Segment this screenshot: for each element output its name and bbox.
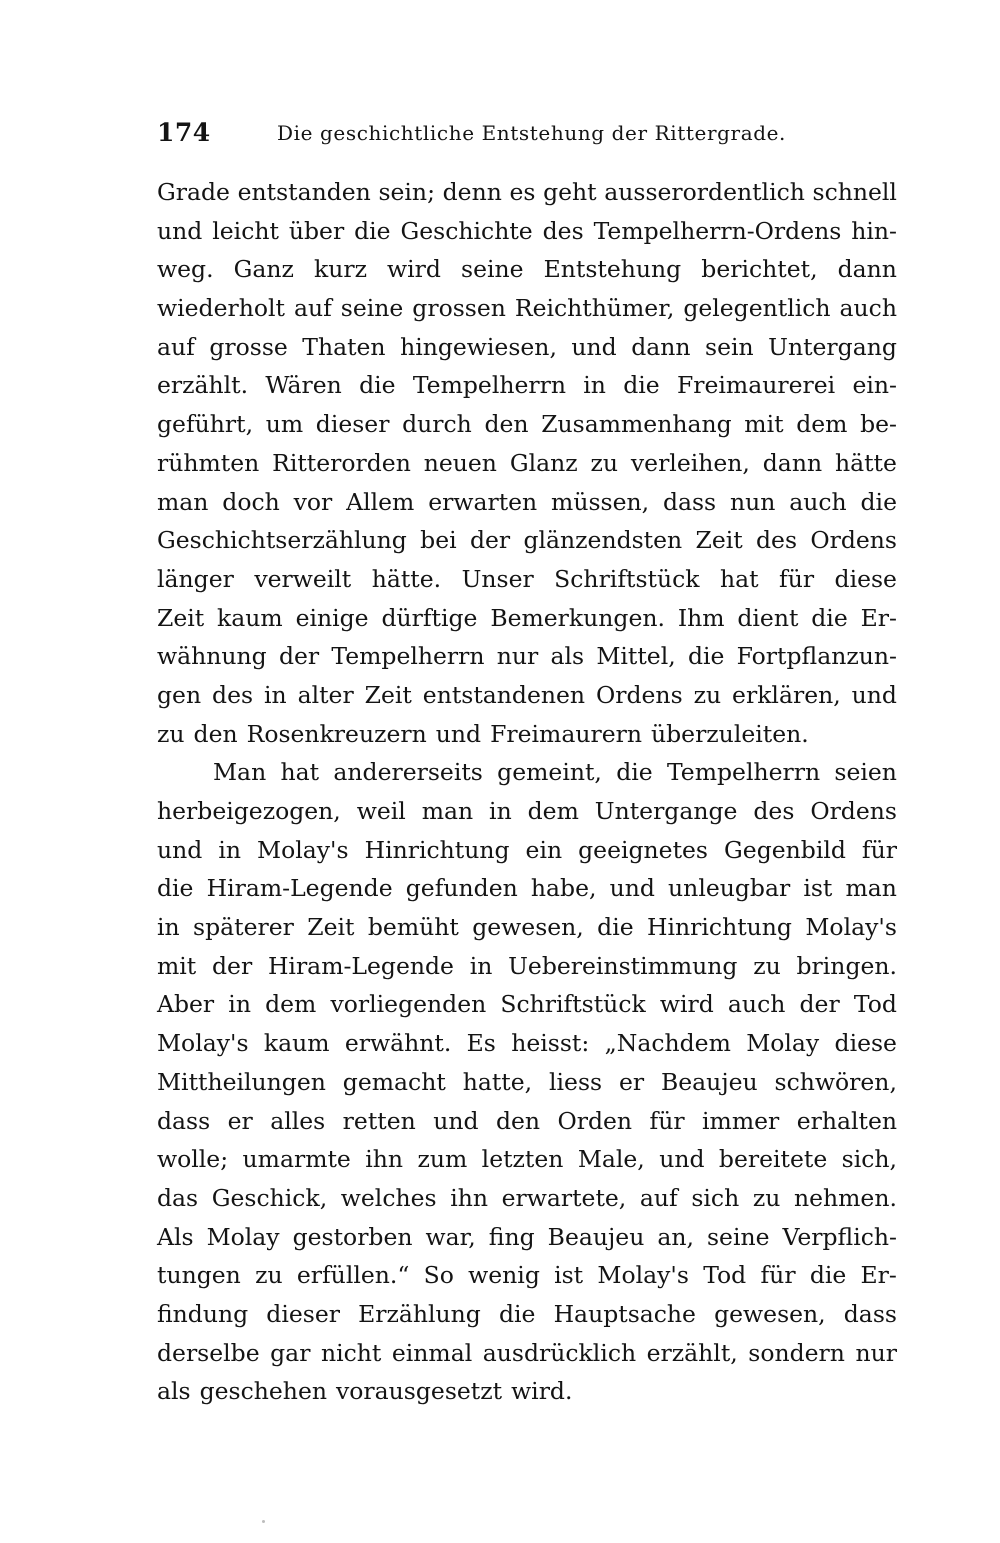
text-line bbox=[157, 173, 897, 212]
word: findung bbox=[157, 1299, 249, 1328]
word: Zeit bbox=[364, 680, 412, 709]
word: in bbox=[263, 680, 287, 709]
text-line bbox=[157, 212, 897, 251]
word: dem bbox=[265, 990, 317, 1019]
word: Freimaurern bbox=[490, 719, 642, 748]
word: des bbox=[756, 526, 798, 555]
word: umarmte bbox=[242, 1145, 351, 1174]
word: man bbox=[421, 797, 474, 825]
text-line bbox=[157, 831, 897, 870]
word: und bbox=[571, 332, 617, 361]
text-line bbox=[157, 599, 897, 638]
word: in bbox=[469, 951, 493, 980]
word: zu bbox=[157, 719, 185, 748]
word: nicht bbox=[320, 1338, 382, 1367]
word: über bbox=[288, 216, 345, 245]
word: erzählt, bbox=[646, 1338, 738, 1367]
word: erwähnt. bbox=[344, 1029, 452, 1058]
word: fing bbox=[488, 1222, 535, 1251]
word: dient bbox=[737, 603, 799, 632]
word: nun bbox=[729, 487, 776, 516]
word: zu bbox=[753, 951, 781, 980]
word: hätte bbox=[834, 448, 897, 477]
word: dann bbox=[762, 448, 823, 477]
word: es bbox=[509, 178, 536, 206]
word: unleugbar bbox=[668, 874, 791, 903]
word: gen bbox=[157, 680, 202, 709]
text-line bbox=[157, 1256, 897, 1295]
word: zu bbox=[590, 448, 619, 477]
word: hätte. bbox=[371, 564, 442, 593]
word: die bbox=[687, 642, 725, 671]
body-text bbox=[157, 173, 897, 1411]
text-line bbox=[157, 1218, 897, 1257]
text-line bbox=[157, 1140, 897, 1179]
word: wähnung bbox=[157, 642, 267, 671]
word: geht bbox=[543, 178, 597, 206]
word: den bbox=[193, 719, 238, 748]
text-line bbox=[157, 1372, 897, 1411]
word: Es bbox=[466, 1029, 496, 1058]
word: dass bbox=[157, 1106, 211, 1135]
word: erfüllen.“ bbox=[296, 1261, 410, 1290]
word: Hinrichtung bbox=[364, 835, 510, 864]
word: diese bbox=[834, 564, 897, 593]
word: dürftige bbox=[381, 603, 478, 632]
word: des bbox=[542, 216, 584, 245]
word: auf bbox=[639, 1183, 678, 1212]
word: vorausgesetzt bbox=[336, 1377, 503, 1406]
word: die bbox=[623, 371, 660, 400]
word: die bbox=[597, 913, 634, 942]
word: gefunden bbox=[405, 874, 518, 903]
word: bemüht bbox=[367, 913, 459, 942]
word: Hiram-Legende bbox=[206, 874, 393, 903]
word: in bbox=[157, 913, 180, 942]
word: retten bbox=[342, 1106, 416, 1135]
word: gemeint, bbox=[497, 758, 602, 787]
word: Zeit bbox=[695, 526, 743, 555]
word: dieser bbox=[315, 410, 390, 439]
word: Schriftstück bbox=[554, 564, 700, 593]
word: den bbox=[495, 1106, 541, 1135]
word: ausserordentlich bbox=[604, 178, 805, 206]
word: Verpflich- bbox=[782, 1222, 897, 1251]
word: einige bbox=[295, 603, 369, 632]
word: Reichthümer, bbox=[514, 294, 675, 323]
word: ein- bbox=[852, 371, 897, 400]
word: Mittheilungen bbox=[157, 1067, 326, 1096]
word: seine bbox=[706, 1222, 770, 1251]
word: glänzendsten bbox=[523, 526, 683, 555]
word: Geschichte bbox=[400, 216, 533, 245]
text-line bbox=[157, 1063, 897, 1102]
word: leicht bbox=[212, 216, 279, 245]
word: welches bbox=[340, 1183, 437, 1212]
word: Allem bbox=[346, 487, 415, 516]
text-line bbox=[157, 405, 897, 444]
word: gewesen, bbox=[714, 1299, 826, 1328]
word: dass bbox=[662, 487, 717, 516]
word: diese bbox=[834, 1029, 897, 1058]
word: Zeit bbox=[157, 603, 205, 632]
word: Ordens bbox=[595, 680, 683, 709]
word: und bbox=[433, 1106, 479, 1135]
word: gestorben bbox=[292, 1222, 413, 1251]
text-line bbox=[157, 753, 897, 792]
word: So bbox=[423, 1261, 454, 1290]
word: denn bbox=[442, 178, 502, 206]
word: die bbox=[354, 216, 391, 245]
word: wiederholt bbox=[157, 294, 285, 323]
word: sein bbox=[705, 332, 754, 361]
word: Hinrichtung bbox=[647, 913, 792, 942]
word: hat bbox=[719, 564, 759, 593]
word: gewesen, bbox=[472, 913, 584, 942]
word: in bbox=[228, 990, 251, 1019]
text-line bbox=[157, 1024, 897, 1063]
word: in bbox=[218, 835, 241, 864]
word: bringen. bbox=[796, 951, 897, 980]
word: Geschick, bbox=[211, 1183, 328, 1212]
word: wolle; bbox=[157, 1145, 229, 1174]
word: Ritterorden bbox=[272, 448, 411, 477]
word: mit bbox=[744, 410, 784, 439]
word: Er- bbox=[860, 603, 897, 632]
word: gar bbox=[270, 1338, 311, 1367]
word: ihn bbox=[450, 1183, 488, 1212]
word: Aber bbox=[157, 990, 215, 1019]
word: und bbox=[851, 680, 897, 709]
word: späterer bbox=[193, 913, 294, 942]
word: erhalten bbox=[796, 1106, 897, 1135]
word: gemacht bbox=[342, 1067, 446, 1096]
word: einmal bbox=[391, 1338, 473, 1367]
text-line bbox=[157, 483, 897, 522]
word: auch bbox=[727, 990, 786, 1019]
text-line bbox=[157, 715, 897, 754]
word: ist bbox=[554, 1261, 584, 1290]
word: Geschichtserzählung bbox=[157, 526, 407, 555]
text-line bbox=[157, 985, 897, 1024]
word: sich, bbox=[841, 1145, 897, 1174]
word: Molay's bbox=[597, 1261, 689, 1290]
word: zu bbox=[255, 1261, 283, 1290]
word: und bbox=[609, 874, 655, 903]
word: schnell bbox=[812, 178, 897, 206]
word: für bbox=[649, 1106, 685, 1135]
word: der bbox=[278, 642, 320, 671]
paper-speck bbox=[262, 1520, 265, 1523]
word: in bbox=[489, 797, 512, 825]
text-line bbox=[157, 1295, 897, 1334]
word: seine bbox=[340, 294, 404, 323]
word: Unser bbox=[461, 564, 534, 593]
word: erwarten bbox=[428, 487, 538, 516]
word: und bbox=[157, 216, 203, 245]
word: auch bbox=[789, 487, 847, 516]
word: nur bbox=[496, 642, 539, 671]
word: er bbox=[227, 1106, 253, 1135]
word: Als bbox=[157, 1222, 194, 1251]
word: alter bbox=[297, 680, 354, 709]
word: liess bbox=[549, 1067, 603, 1096]
text-line bbox=[157, 521, 897, 560]
word: mit bbox=[157, 951, 197, 980]
word: sondern bbox=[748, 1338, 845, 1367]
word: ist bbox=[803, 874, 833, 903]
word: rühmten bbox=[157, 448, 260, 477]
word: Mittel, bbox=[596, 642, 676, 671]
word: nehmen. bbox=[793, 1183, 897, 1212]
word: Orden bbox=[557, 1106, 633, 1135]
paragraph bbox=[157, 173, 897, 753]
text-line bbox=[157, 560, 897, 599]
page-header bbox=[157, 118, 897, 158]
word: dem bbox=[796, 410, 848, 439]
word: müssen, bbox=[551, 487, 650, 516]
word: neuen bbox=[423, 448, 497, 477]
word: Ordens bbox=[810, 797, 897, 825]
word: überzuleiten. bbox=[650, 719, 809, 748]
word: Molay's bbox=[257, 835, 349, 864]
word: der bbox=[799, 990, 840, 1019]
word: Ordens bbox=[810, 526, 897, 555]
word: seien bbox=[834, 758, 897, 787]
word: er bbox=[618, 1067, 645, 1096]
word: grosse bbox=[209, 332, 288, 361]
text-line bbox=[157, 289, 897, 328]
word: Hiram-Legende bbox=[267, 951, 454, 980]
word: hin- bbox=[851, 216, 897, 245]
word: dann bbox=[631, 332, 691, 361]
word: Molay bbox=[746, 1029, 820, 1058]
word: sein; bbox=[378, 178, 435, 206]
word: Zusammenhang bbox=[541, 410, 732, 439]
word: vorliegenden bbox=[330, 990, 487, 1019]
word: Molay's bbox=[805, 913, 897, 942]
word: länger bbox=[157, 564, 234, 593]
word: Er- bbox=[860, 1261, 897, 1290]
word: verweilt bbox=[254, 564, 352, 593]
text-line bbox=[157, 328, 897, 367]
text-line bbox=[157, 869, 897, 908]
word: ausdrücklich bbox=[482, 1338, 637, 1367]
word: bereitete bbox=[718, 1145, 828, 1174]
word: Ganz bbox=[233, 255, 294, 284]
word: vor bbox=[293, 487, 333, 516]
word: Tod bbox=[853, 990, 897, 1019]
text-line bbox=[157, 1179, 897, 1218]
word: Man bbox=[213, 758, 267, 787]
text-line bbox=[157, 250, 897, 289]
word: weil bbox=[356, 797, 406, 825]
word: Ihm bbox=[677, 603, 725, 632]
word: kurz bbox=[313, 255, 367, 284]
word: Freimaurerei bbox=[676, 371, 836, 400]
word: die bbox=[811, 603, 848, 632]
word: habe, bbox=[530, 874, 597, 903]
word: doch bbox=[222, 487, 280, 516]
word: Rosenkreuzern bbox=[246, 719, 427, 748]
word: nur bbox=[855, 1338, 897, 1367]
word: Uebereinstimmung bbox=[508, 951, 738, 980]
running-title: Die geschichtliche Entstehung der Rittergrade. bbox=[277, 121, 787, 145]
word: Wären bbox=[265, 371, 342, 400]
word: schwören, bbox=[774, 1067, 897, 1096]
word: erklären, bbox=[732, 680, 841, 709]
word: dass bbox=[843, 1299, 897, 1328]
word: die bbox=[157, 874, 194, 903]
word: Fortpflanzun- bbox=[736, 642, 897, 671]
word: als bbox=[550, 642, 585, 671]
word: Beaujeu bbox=[547, 1222, 645, 1251]
word: das bbox=[157, 1183, 199, 1212]
word: die bbox=[498, 1299, 536, 1328]
word: Untergange bbox=[594, 797, 738, 825]
word: dem bbox=[527, 797, 579, 825]
word: Entstehung bbox=[543, 255, 682, 284]
word: in bbox=[583, 371, 606, 400]
text-line bbox=[157, 792, 897, 831]
word: die bbox=[616, 758, 653, 787]
word: kaum bbox=[263, 1029, 330, 1058]
word: derselbe bbox=[157, 1338, 260, 1367]
word: Tempelherrn bbox=[666, 758, 821, 787]
text-line bbox=[157, 366, 897, 405]
word: Bemerkungen. bbox=[490, 603, 665, 632]
word: als bbox=[157, 1377, 191, 1406]
word: die bbox=[860, 487, 897, 516]
word: erwartete, bbox=[501, 1183, 627, 1212]
word: Grade bbox=[157, 178, 230, 206]
word: „Nachdem bbox=[604, 1029, 731, 1058]
word: wird. bbox=[511, 1377, 573, 1406]
word: erzählt. bbox=[157, 371, 249, 400]
word: sich bbox=[691, 1183, 740, 1212]
word: der bbox=[469, 526, 511, 555]
word: Erzählung bbox=[358, 1299, 481, 1328]
word: Zeit bbox=[307, 913, 355, 942]
word: bei bbox=[420, 526, 457, 555]
word: auf bbox=[293, 294, 332, 323]
paragraph bbox=[157, 753, 897, 1411]
word: und bbox=[157, 835, 203, 864]
text-line bbox=[157, 444, 897, 483]
word: dieser bbox=[266, 1299, 340, 1328]
word: weg. bbox=[157, 255, 214, 284]
word: zu bbox=[693, 680, 722, 709]
word: tungen bbox=[157, 1261, 241, 1290]
word: Molay's bbox=[157, 1029, 249, 1058]
word: geeignetes bbox=[578, 835, 708, 864]
word: Schriftstück bbox=[500, 990, 646, 1019]
word: berichtet, bbox=[701, 255, 818, 284]
word: grossen bbox=[412, 294, 506, 323]
word: Untergang bbox=[768, 332, 897, 361]
word: wird bbox=[387, 255, 441, 284]
word: alles bbox=[270, 1106, 326, 1135]
word: ein bbox=[525, 835, 563, 864]
text-line bbox=[157, 908, 897, 947]
word: Glanz bbox=[509, 448, 578, 477]
word: wenig bbox=[468, 1261, 540, 1290]
word: an, bbox=[657, 1222, 694, 1251]
word: auch bbox=[839, 294, 897, 323]
word: für bbox=[779, 564, 815, 593]
word: Gegenbild bbox=[724, 835, 846, 864]
word: zu bbox=[752, 1183, 781, 1212]
word: den bbox=[484, 410, 529, 439]
word: zum bbox=[417, 1145, 468, 1174]
word: Tod bbox=[703, 1261, 747, 1290]
word: geschehen bbox=[199, 1377, 327, 1406]
word: Tempelherrn bbox=[331, 642, 485, 671]
word: hingewiesen, bbox=[400, 332, 557, 361]
word: und bbox=[435, 719, 482, 748]
word: hatte, bbox=[462, 1067, 533, 1096]
word: dann bbox=[837, 255, 897, 284]
word: Tempelherrn-Ordens bbox=[593, 216, 842, 245]
word: letzten bbox=[481, 1145, 564, 1174]
word: andererseits bbox=[333, 758, 483, 787]
word: war, bbox=[425, 1222, 476, 1251]
word: hat bbox=[280, 758, 320, 787]
word: die bbox=[809, 1261, 847, 1290]
word: Hauptsache bbox=[553, 1299, 696, 1328]
word: des bbox=[753, 797, 795, 825]
word: durch bbox=[402, 410, 472, 439]
text-line bbox=[157, 1102, 897, 1141]
word: für bbox=[760, 1261, 796, 1290]
word: gelegentlich bbox=[683, 294, 831, 323]
word: be- bbox=[860, 410, 897, 439]
word: kaum bbox=[217, 603, 283, 632]
word: seine bbox=[461, 255, 524, 284]
word: Molay bbox=[206, 1222, 280, 1251]
word: Male, bbox=[577, 1145, 645, 1174]
word: verleihen, bbox=[630, 448, 750, 477]
word: wird bbox=[659, 990, 714, 1019]
word: geführt, bbox=[157, 410, 254, 439]
word: man bbox=[157, 487, 209, 516]
word: Tempelherrn bbox=[412, 371, 566, 400]
word: entstanden bbox=[237, 178, 371, 206]
word: ihn bbox=[365, 1145, 404, 1174]
text-line bbox=[157, 637, 897, 676]
word: der bbox=[212, 951, 253, 980]
word: Beaujeu bbox=[661, 1067, 758, 1096]
word: Thaten bbox=[302, 332, 386, 361]
word: heisst: bbox=[511, 1029, 590, 1058]
word: immer bbox=[702, 1106, 780, 1135]
word: die bbox=[359, 371, 396, 400]
word: man bbox=[845, 874, 897, 903]
page-number: 174 bbox=[157, 118, 211, 147]
word: und bbox=[659, 1145, 705, 1174]
text-line bbox=[157, 947, 897, 986]
text-line bbox=[157, 676, 897, 715]
word: entstandenen bbox=[422, 680, 586, 709]
text-line bbox=[157, 1334, 897, 1373]
word: um bbox=[265, 410, 304, 439]
word: des bbox=[212, 680, 254, 709]
word: auf bbox=[157, 332, 195, 361]
word: herbeigezogen, bbox=[157, 797, 341, 825]
word: für bbox=[861, 835, 897, 864]
